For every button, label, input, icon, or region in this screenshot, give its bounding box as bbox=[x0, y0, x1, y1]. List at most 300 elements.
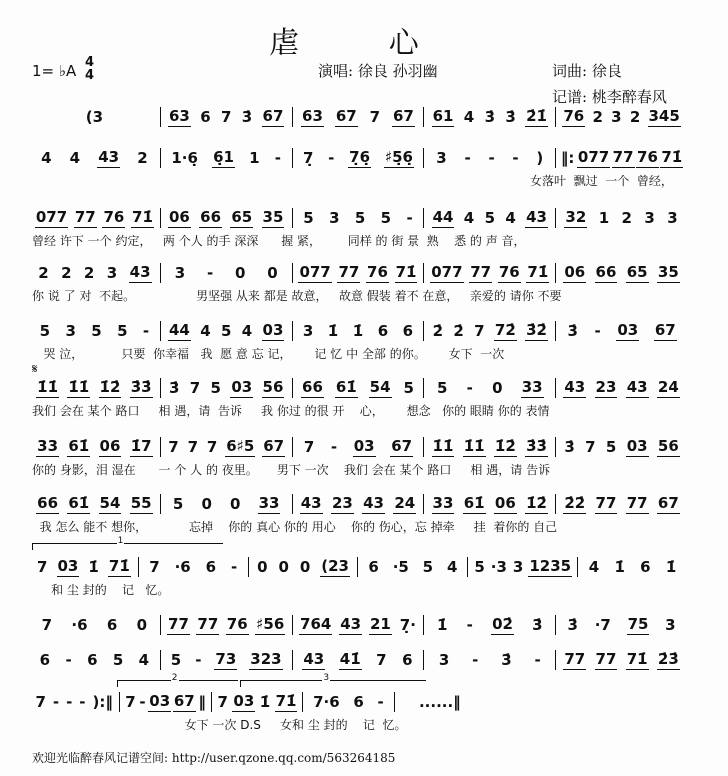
note: 3̇ bbox=[501, 651, 512, 669]
note: 65 bbox=[231, 208, 253, 226]
measure bbox=[32, 208, 157, 228]
note: 2̇2̇ bbox=[564, 494, 586, 512]
bar-line bbox=[160, 148, 161, 168]
note: 0 bbox=[201, 495, 212, 513]
note: 4 bbox=[241, 322, 253, 340]
note: - bbox=[488, 149, 495, 167]
score-row bbox=[32, 319, 684, 343]
note: 77 bbox=[338, 263, 360, 281]
note: 33 bbox=[432, 494, 454, 512]
measure bbox=[164, 378, 289, 398]
bar-line bbox=[394, 692, 395, 712]
measure bbox=[296, 107, 421, 127]
measure bbox=[164, 208, 289, 228]
measure bbox=[427, 651, 552, 669]
note: 7 bbox=[168, 438, 179, 456]
note: 764 bbox=[300, 615, 332, 633]
note: 7 bbox=[125, 693, 136, 711]
note: ♯56 bbox=[256, 615, 285, 633]
bar-line bbox=[292, 494, 293, 514]
note: 3 bbox=[512, 558, 524, 576]
note: ......‖ bbox=[418, 693, 461, 711]
note: 1̇2̇ bbox=[494, 437, 516, 455]
measure bbox=[32, 263, 157, 283]
note: 43 bbox=[564, 378, 586, 396]
note: 5 bbox=[39, 322, 51, 340]
bar-line bbox=[292, 378, 293, 398]
measure bbox=[296, 494, 421, 514]
note: 6 bbox=[402, 651, 413, 669]
note: 3̇3̇ bbox=[526, 437, 547, 455]
note: 4 bbox=[463, 209, 475, 227]
note: 5 bbox=[380, 209, 392, 227]
note: 67 bbox=[173, 692, 195, 710]
note: 0 bbox=[235, 264, 246, 282]
note: 71̇ bbox=[108, 557, 130, 575]
lyrics-line: 女下 一次 D.S 女和 尘 封的 记 忆。 bbox=[32, 718, 407, 732]
note: 43 bbox=[340, 615, 362, 633]
note: 06 bbox=[99, 437, 121, 455]
note: 2 bbox=[629, 108, 641, 126]
measure bbox=[296, 263, 421, 283]
note: 43 bbox=[300, 494, 322, 512]
measure bbox=[164, 650, 289, 670]
note: 61 bbox=[432, 107, 454, 125]
note: - bbox=[406, 209, 413, 227]
score-row bbox=[32, 555, 684, 579]
note: 077 bbox=[577, 148, 610, 166]
meter-bottom: 4 bbox=[85, 68, 95, 83]
note: 06 bbox=[168, 208, 190, 226]
note: 077 bbox=[299, 263, 331, 281]
note: 76 bbox=[637, 148, 658, 166]
measure bbox=[32, 693, 116, 711]
note: 43 bbox=[363, 494, 384, 512]
bar-line bbox=[138, 557, 139, 577]
note: 2̇1̇ bbox=[526, 107, 547, 125]
note: ·6 bbox=[71, 616, 88, 634]
measure bbox=[559, 615, 684, 635]
bar-line bbox=[423, 263, 424, 283]
note: 77 bbox=[612, 148, 634, 166]
note: 03 bbox=[57, 557, 79, 575]
note: 3 bbox=[611, 108, 622, 126]
note: 41̇ bbox=[339, 650, 361, 668]
note: 44 bbox=[432, 208, 454, 226]
measure bbox=[427, 263, 552, 283]
note: 6̣1 bbox=[213, 148, 234, 166]
note: 1̇1̇ bbox=[463, 437, 485, 455]
score-row bbox=[32, 690, 482, 714]
measure bbox=[164, 148, 289, 168]
note: 67 bbox=[654, 321, 676, 339]
volta-label: 3 bbox=[323, 673, 330, 683]
footer-note: 欢迎光临醉春风记谱空间: http://user.qzone.qq.com/563264185 bbox=[32, 751, 396, 765]
note: 5 bbox=[117, 322, 128, 340]
note: 1̇2̇ bbox=[526, 494, 547, 512]
measure bbox=[32, 557, 135, 577]
note: 1̇1̇ bbox=[68, 378, 90, 396]
note: 35 bbox=[657, 263, 679, 281]
note: 06 bbox=[494, 494, 516, 512]
note: 5 bbox=[170, 651, 182, 669]
note: 73 bbox=[215, 650, 237, 668]
note: 1̇ bbox=[259, 693, 271, 711]
note: 7 bbox=[217, 693, 228, 711]
bar-line bbox=[555, 494, 556, 514]
note: 71̇ bbox=[527, 263, 549, 281]
bar-line bbox=[555, 263, 556, 283]
bar-line bbox=[292, 148, 293, 168]
note: 21 bbox=[370, 615, 391, 633]
note: 03 bbox=[149, 692, 171, 710]
note: 5 bbox=[484, 209, 495, 227]
bar-line bbox=[467, 557, 468, 577]
measure bbox=[32, 651, 157, 669]
note: 1̇ bbox=[614, 558, 625, 576]
score-row bbox=[32, 206, 684, 230]
note: 72̇ bbox=[494, 321, 516, 339]
score-row bbox=[32, 435, 684, 459]
note: 1235 bbox=[529, 557, 572, 575]
note: 7̣ bbox=[302, 149, 314, 167]
note: 0 bbox=[267, 264, 278, 282]
note: 7 bbox=[376, 651, 387, 669]
note: 43 bbox=[303, 650, 325, 668]
note: 0 bbox=[492, 379, 503, 397]
note: 5 bbox=[403, 379, 414, 397]
note: 77 bbox=[595, 650, 617, 668]
note: 67 bbox=[657, 494, 679, 512]
transcriber: 记谱: 桃李醉春风 bbox=[552, 88, 667, 106]
bar-line bbox=[555, 378, 556, 398]
note: 33 bbox=[521, 378, 543, 396]
note: 4 bbox=[505, 209, 516, 227]
note: - bbox=[534, 651, 541, 669]
note: 77 bbox=[595, 494, 617, 512]
note: 55 bbox=[130, 494, 152, 512]
note: 1̇1̇ bbox=[37, 378, 59, 396]
note: 35 bbox=[262, 208, 284, 226]
note: 5 bbox=[210, 379, 221, 397]
bar-line bbox=[292, 208, 293, 228]
note: 7 bbox=[187, 438, 198, 456]
measure bbox=[559, 437, 684, 457]
bar-line bbox=[292, 263, 293, 283]
note: 4 bbox=[463, 108, 475, 126]
note: - bbox=[377, 693, 384, 711]
note: 2 bbox=[592, 108, 603, 126]
note: 1̇1̇ bbox=[432, 437, 454, 455]
note: 67 bbox=[393, 107, 414, 125]
note: 7 bbox=[303, 438, 315, 456]
note: 77 bbox=[470, 263, 492, 281]
note: 7 bbox=[189, 379, 201, 397]
note: 5 bbox=[354, 209, 366, 227]
bar-line bbox=[160, 378, 161, 398]
note: 3̇ bbox=[532, 616, 543, 634]
note: 77 bbox=[197, 615, 219, 633]
note: 03 bbox=[353, 437, 375, 455]
note: 2̇ bbox=[432, 322, 443, 340]
measure bbox=[296, 322, 421, 340]
lyrics-line: 你的 身影，泪 湿在 一 个 人 的 夜里。 男下 一次 我们 会在 某个 路口 相 遇，请 告诉 bbox=[32, 463, 551, 477]
note: 1̇ bbox=[352, 322, 364, 340]
note: ·6 bbox=[174, 558, 191, 576]
bar-line bbox=[555, 437, 556, 457]
measure bbox=[427, 437, 552, 457]
note: 3̇ bbox=[168, 379, 180, 397]
note: 33 bbox=[37, 437, 59, 455]
note: 03 bbox=[231, 378, 253, 396]
bar-line bbox=[423, 650, 424, 670]
note: 43 bbox=[98, 148, 120, 166]
note: 0 bbox=[230, 495, 241, 513]
note: 6 bbox=[106, 616, 118, 634]
note: 76 bbox=[367, 263, 388, 281]
note: 6 bbox=[353, 693, 364, 711]
note: 24 bbox=[394, 494, 416, 512]
measure bbox=[32, 148, 157, 168]
note: 1̇ bbox=[88, 558, 99, 576]
bar-line bbox=[292, 321, 293, 341]
measure bbox=[427, 321, 552, 341]
note: 1̇2̇ bbox=[99, 378, 121, 396]
note: - bbox=[328, 149, 335, 167]
measure bbox=[164, 264, 289, 282]
note: 0 bbox=[257, 558, 268, 576]
note: 2 bbox=[621, 209, 632, 227]
note: 66 bbox=[595, 263, 617, 281]
bar-line bbox=[292, 437, 293, 457]
note: 23 bbox=[331, 494, 353, 512]
bar-line bbox=[423, 437, 424, 457]
measure bbox=[32, 378, 157, 398]
measure bbox=[559, 494, 684, 514]
lyrics-line: 哭 泣， 只要 你幸福 我 愿 意 忘 记， 记 忆 中 全部 的你。 女下 一次 bbox=[32, 347, 505, 361]
measure bbox=[164, 321, 289, 341]
note: - bbox=[594, 322, 601, 340]
note: 3 bbox=[436, 149, 447, 167]
note: 3̇ bbox=[505, 108, 516, 126]
note: 03 bbox=[233, 692, 255, 710]
note: 63 bbox=[302, 107, 323, 125]
note: ‖: bbox=[560, 149, 575, 167]
measure bbox=[252, 557, 355, 577]
lyrics-line: 曾经 许下 一个 约定， 两 个人 的手 深深 握 紧， 同样 的 街 景 熟 悉 的 声 音， bbox=[32, 234, 526, 248]
note: 3 bbox=[174, 264, 186, 282]
note: 5 bbox=[220, 322, 232, 340]
note: 3̇ bbox=[564, 438, 575, 456]
note: 61̇ bbox=[463, 494, 485, 512]
note: 7 bbox=[369, 108, 381, 126]
note: 3 bbox=[106, 264, 118, 282]
note: 6 bbox=[39, 651, 51, 669]
bar-line bbox=[292, 107, 293, 127]
note: 03 bbox=[626, 437, 648, 455]
measure bbox=[32, 616, 157, 634]
note: 3 bbox=[302, 322, 314, 340]
note: 6 bbox=[402, 322, 414, 340]
volta-label: 1 bbox=[117, 536, 124, 546]
note: 03 bbox=[617, 321, 639, 339]
bar-line bbox=[423, 378, 424, 398]
note: 75 bbox=[627, 615, 649, 633]
score-row bbox=[32, 105, 684, 129]
lyrics-line: 我们 会在 某个 路口 相 遇，请 告诉 我 你过 的很 开 心， 想念 你的 眼睛 你的 表情 bbox=[32, 404, 550, 418]
note: ·5 bbox=[392, 558, 409, 576]
measure bbox=[164, 494, 289, 514]
bar-line bbox=[292, 615, 293, 635]
note: 76 bbox=[563, 107, 585, 125]
note: 77 bbox=[74, 208, 96, 226]
note: 56 bbox=[657, 437, 679, 455]
note: 5 bbox=[303, 209, 314, 227]
measure bbox=[559, 107, 684, 127]
note: 3 bbox=[329, 209, 340, 227]
note: 71̇ bbox=[626, 650, 648, 668]
note: 6 bbox=[368, 558, 379, 576]
measure bbox=[559, 148, 684, 168]
note: 71̇ bbox=[395, 263, 417, 281]
note: 4 bbox=[446, 558, 458, 576]
bar-line bbox=[577, 557, 578, 577]
note: ‖ bbox=[198, 693, 206, 711]
note: 7 bbox=[474, 322, 485, 340]
note: 5 bbox=[605, 438, 617, 456]
score-row bbox=[32, 261, 684, 285]
note: 61̇ bbox=[68, 437, 90, 455]
note: 7 bbox=[37, 558, 48, 576]
note: 1̇7 bbox=[130, 437, 152, 455]
note: 4 bbox=[588, 558, 600, 576]
bar-line bbox=[555, 107, 556, 127]
measure bbox=[32, 322, 157, 340]
note: - bbox=[472, 651, 479, 669]
note: 61̇ bbox=[335, 378, 357, 396]
measure bbox=[296, 650, 421, 670]
bar-line bbox=[160, 263, 161, 283]
note: 1 bbox=[598, 209, 610, 227]
note: 3 bbox=[438, 651, 450, 669]
measure bbox=[215, 692, 299, 712]
segno-sign: 𝄋 bbox=[32, 362, 38, 377]
note: 71̇ bbox=[132, 208, 153, 226]
bar-line bbox=[357, 557, 358, 577]
note: - bbox=[195, 651, 202, 669]
note: - bbox=[79, 693, 86, 711]
note: 23 bbox=[595, 378, 617, 396]
note: 6♯5 bbox=[226, 437, 255, 455]
note: - bbox=[512, 149, 519, 167]
note: 76 bbox=[498, 263, 520, 281]
key-signature: 1= ♭A bbox=[32, 62, 77, 80]
note: - bbox=[142, 322, 150, 340]
measure bbox=[559, 263, 684, 283]
note: 7 bbox=[220, 108, 232, 126]
note: - bbox=[66, 693, 73, 711]
note: 7 bbox=[585, 438, 596, 456]
note: - bbox=[139, 693, 146, 711]
lyrics-line: 女落叶 飘过 一个 曾经， bbox=[530, 174, 673, 188]
note: 5 bbox=[91, 322, 102, 340]
note: 1̇ bbox=[436, 616, 448, 634]
note: 7̣6̣ bbox=[349, 148, 371, 166]
note: 3 bbox=[65, 322, 76, 340]
measure bbox=[142, 558, 245, 576]
measure bbox=[427, 149, 552, 167]
measure bbox=[581, 558, 684, 576]
note: 7 bbox=[41, 616, 53, 634]
measure bbox=[427, 378, 552, 398]
note: 67 bbox=[391, 437, 413, 455]
note: 6 bbox=[87, 651, 98, 669]
score-row bbox=[32, 146, 684, 170]
volta-2 bbox=[117, 673, 238, 687]
bar-line bbox=[423, 208, 424, 228]
note: (3 bbox=[85, 108, 104, 126]
measure bbox=[559, 378, 684, 398]
note: 5 bbox=[436, 379, 448, 397]
note: 4 bbox=[138, 651, 150, 669]
bar-line bbox=[555, 208, 556, 228]
note: 6 bbox=[640, 558, 651, 576]
measure bbox=[427, 494, 552, 514]
note: - bbox=[330, 438, 338, 456]
measure bbox=[296, 378, 421, 398]
note: 54 bbox=[369, 378, 391, 396]
note: 2̇3̇ bbox=[657, 650, 679, 668]
note: 66 bbox=[302, 378, 323, 396]
note: 3 bbox=[644, 209, 655, 227]
note: - bbox=[466, 379, 473, 397]
note: 66 bbox=[200, 208, 222, 226]
note: 3̇ bbox=[567, 322, 578, 340]
note: 2̇ bbox=[453, 322, 464, 340]
lyrics-line: 我 怎么 能不 想你， 忘掉 你的 真心 你的 用心 你的 伤心，忘 掉牵 挂 着你的 自己 bbox=[32, 520, 558, 534]
note: 5 bbox=[474, 558, 485, 576]
note: 63 bbox=[168, 107, 190, 125]
note: 077 bbox=[431, 263, 463, 281]
note: 077 bbox=[35, 208, 68, 226]
note: ) bbox=[536, 149, 544, 167]
measure bbox=[398, 693, 482, 711]
note: - bbox=[466, 616, 473, 634]
note: 3̇ bbox=[567, 616, 578, 634]
measure bbox=[32, 494, 157, 514]
bar-line bbox=[248, 557, 249, 577]
bar-line bbox=[555, 321, 556, 341]
note: ♯5̣6̣ bbox=[384, 148, 413, 166]
note: 3 bbox=[667, 209, 678, 227]
bar-line bbox=[160, 615, 161, 635]
note: 7 bbox=[35, 693, 46, 711]
bar-line bbox=[160, 107, 161, 127]
note: 7 bbox=[206, 438, 218, 456]
note: 67 bbox=[262, 107, 284, 125]
bar-line bbox=[555, 650, 556, 670]
time-signature bbox=[85, 56, 94, 82]
measure bbox=[427, 208, 552, 228]
bar-line bbox=[423, 148, 424, 168]
note: 66 bbox=[37, 494, 59, 512]
score-row bbox=[32, 648, 684, 672]
note: 7̣· bbox=[399, 616, 416, 634]
note: 0 bbox=[278, 558, 289, 576]
measure bbox=[306, 693, 390, 711]
bar-line bbox=[160, 494, 161, 514]
note: 4 bbox=[200, 322, 211, 340]
